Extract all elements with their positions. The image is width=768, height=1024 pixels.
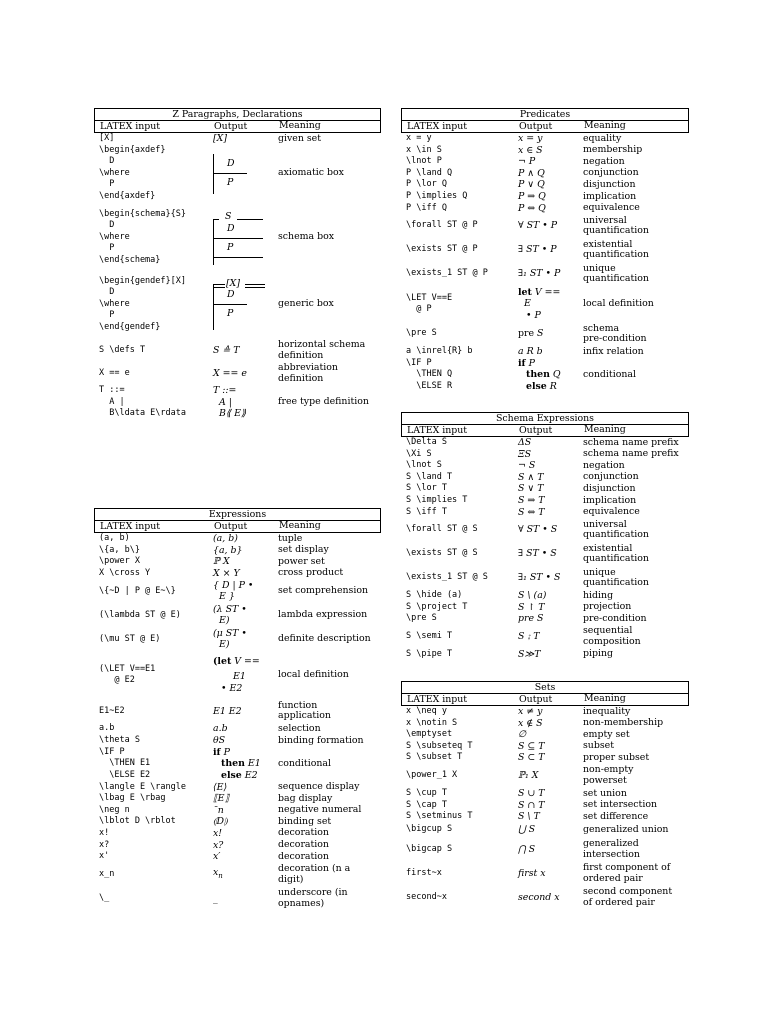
- table-row: S \pipe T S≫T piping: [406, 648, 614, 660]
- header-output: Output: [214, 121, 248, 132]
- table-title: Predicates: [401, 108, 689, 121]
- table-row: S \land T S ∧ T conjunction: [406, 471, 639, 483]
- table-row: x? x? decoration: [99, 839, 329, 851]
- z-paragraphs-table: [94, 108, 381, 421]
- table-row: \power_1 X ℙ₁ X non-empty powerset: [406, 764, 634, 786]
- header-meaning: Meaning: [279, 120, 321, 131]
- table-row: \_ _ underscore (in opnames): [99, 887, 348, 909]
- table-row: P \implies Q P ⇒ Q implication: [406, 190, 637, 202]
- table-row: \IF P \THEN E1 \ELSE E2 if P then E1 else E2 conditional: [99, 746, 331, 781]
- table-row: \exists ST @ S ∃ ST • S existential quantification: [406, 542, 649, 565]
- table-row: \bigcup S ⋃ S generalized union: [406, 824, 669, 836]
- schema-box: S D P: [213, 211, 273, 265]
- table-row: \begin{schema}{S} D \where P \end{schema} S D P schema box: [99, 208, 335, 265]
- table-header: LATEX input Output Meaning: [94, 521, 381, 533]
- table-row: P \iff Q P ⇔ Q equivalence: [406, 202, 640, 214]
- table-row: first~x first x first component of ordered pair: [406, 862, 671, 884]
- table-row: S \cap T S ∩ T set intersection: [406, 799, 657, 811]
- table-row: X \cross Y X × Y cross product: [99, 567, 344, 579]
- table-row: \lnot P ¬ P negation: [406, 155, 625, 168]
- table-row: x \in S x ∈ S membership: [406, 144, 643, 156]
- table-row: \pre S pre S pre-condition: [406, 612, 647, 625]
- table-row: \Xi S ΞS schema name prefix: [406, 448, 679, 460]
- table-row: \lblot D \rblot ⦇D⦈ binding set: [99, 815, 332, 828]
- table-row: (\mu ST @ E) (μ ST • E) definite description: [99, 627, 371, 651]
- table-row: X == e X == e abbreviation definition: [99, 362, 338, 384]
- table-row: x \notin S x ∉ S non-membership: [406, 717, 664, 729]
- table-row: x! x! decoration: [99, 827, 329, 839]
- predicates-table: [401, 108, 689, 393]
- table-row: S \subseteq T S ⊆ T subset: [406, 740, 614, 752]
- table-row: S \setminus T S \ T set difference: [406, 810, 649, 823]
- sets-table: [401, 681, 689, 910]
- schema-expressions-table: [401, 412, 689, 661]
- table-row: \neg n ¯n negative numeral: [99, 804, 362, 816]
- table-title: Sets: [401, 681, 689, 694]
- table-row: x' x′ decoration: [99, 850, 329, 863]
- table-row: \begin{gendef}[X] D \where P \end{gendef} [X] D P generic box: [99, 275, 334, 332]
- axdef-box: D P: [213, 154, 273, 194]
- table-row: S \hide (a) S \ (a) hiding: [406, 589, 614, 602]
- table-row: S \project T S ↾ T projection: [406, 601, 632, 613]
- table-row: \exists_1 ST @ S ∃₁ ST • S unique quantification: [406, 566, 649, 589]
- table-row: S \semi T S ⨟ T sequential composition: [406, 625, 641, 647]
- table-row: (\lambda ST @ E) (λ ST • E) lambda expression: [99, 603, 368, 627]
- table-row: \exists_1 ST @ P ∃₁ ST • P unique quantification: [406, 262, 649, 285]
- table-row: \exists ST @ P ∃ ST • P existential quantification: [406, 238, 649, 261]
- table-row: \emptyset ∅ empty set: [406, 728, 630, 741]
- table-header: LATEX input Output Meaning: [401, 121, 689, 133]
- table-row: \forall ST @ S ∀ ST • S universal quantification: [406, 518, 649, 541]
- table-row: x = y x = y equality: [406, 132, 622, 144]
- table-header: LATEX input Output Meaning: [401, 694, 689, 706]
- table-row: S \defs T S ≙ T horizontal schema definition: [99, 339, 366, 361]
- table-title: Expressions: [94, 508, 381, 521]
- table-row: \{~D | P @ E~\} { D | P • E } set comprehension: [99, 579, 369, 603]
- table-row: S \lor T S ∨ T disjunction: [406, 482, 636, 495]
- table-row: [X] [X] given set: [99, 132, 321, 144]
- table-row: a \inrel{R} b a R b infix relation: [406, 345, 644, 358]
- expressions-table: [94, 508, 381, 911]
- table-row: \theta S θS binding formation: [99, 734, 364, 746]
- table-row: a.b a.b selection: [99, 722, 321, 735]
- table-row: x_n $x_n$ decoration (n a digit): [99, 863, 351, 885]
- table-row: x \neq y x ≠ y inequality: [406, 705, 631, 717]
- table-row: \pre S pre S schema pre-condition: [406, 322, 647, 345]
- table-row: \IF P \THEN Q \ELSE R if P then Q else R conditional: [406, 357, 636, 393]
- table-row: \{a, b\} {a, b} set display: [99, 544, 329, 556]
- table-row: S \cup T S ∪ T set union: [406, 787, 627, 799]
- table-row: second~x second x second component of ordered pair: [406, 886, 673, 908]
- table-row: \bigcap S ⋂ S generalized intersection: [406, 838, 640, 860]
- header-input: LATEX input: [100, 121, 161, 132]
- table-row: \LET V==E @ P let V == E • P local definition: [406, 286, 654, 321]
- table-row: P \land Q P ∧ Q conjunction: [406, 167, 639, 179]
- table-row: (\LET V==E1 @ E2 (let V == E1 • E2 local definition: [99, 656, 349, 694]
- table-row: \forall ST @ P ∀ ST • P universal quantification: [406, 214, 649, 237]
- table-row: P \lor Q P ∨ Q disjunction: [406, 178, 636, 191]
- table-row: S \implies T S ⇒ T implication: [406, 494, 637, 506]
- table-row: S \subset T S ⊂ T proper subset: [406, 751, 650, 764]
- table-row: S \iff T S ⇔ T equivalence: [406, 506, 640, 518]
- table-row: \lnot S ¬ S negation: [406, 459, 625, 472]
- table-row: E1~E2 E1 E2 function application: [99, 699, 331, 722]
- table-row: \power X ℙ X power set: [99, 555, 325, 568]
- table-row: \lbag E \rbag ⟦E⟧ bag display: [99, 792, 333, 805]
- table-header: LATEX input Output Meaning: [401, 425, 689, 437]
- table-row: (a, b) (a, b) tuple: [99, 532, 303, 544]
- table-title: Z Paragraphs, Declarations: [94, 108, 381, 121]
- table-row: \begin{axdef} D \where P \end{axdef} D P axiomatic box: [99, 144, 344, 201]
- table-title: Schema Expressions: [401, 412, 689, 425]
- table-row: T ::= A | B\ldata E\rdata T ::= A | B⟪ E⟫ free type definition: [99, 385, 369, 420]
- table-row: \Delta S ΔS schema name prefix: [406, 436, 679, 448]
- table-row: \langle E \rangle ⟨E⟩ sequence display: [99, 781, 360, 793]
- gendef-box: [X] D P: [213, 280, 273, 330]
